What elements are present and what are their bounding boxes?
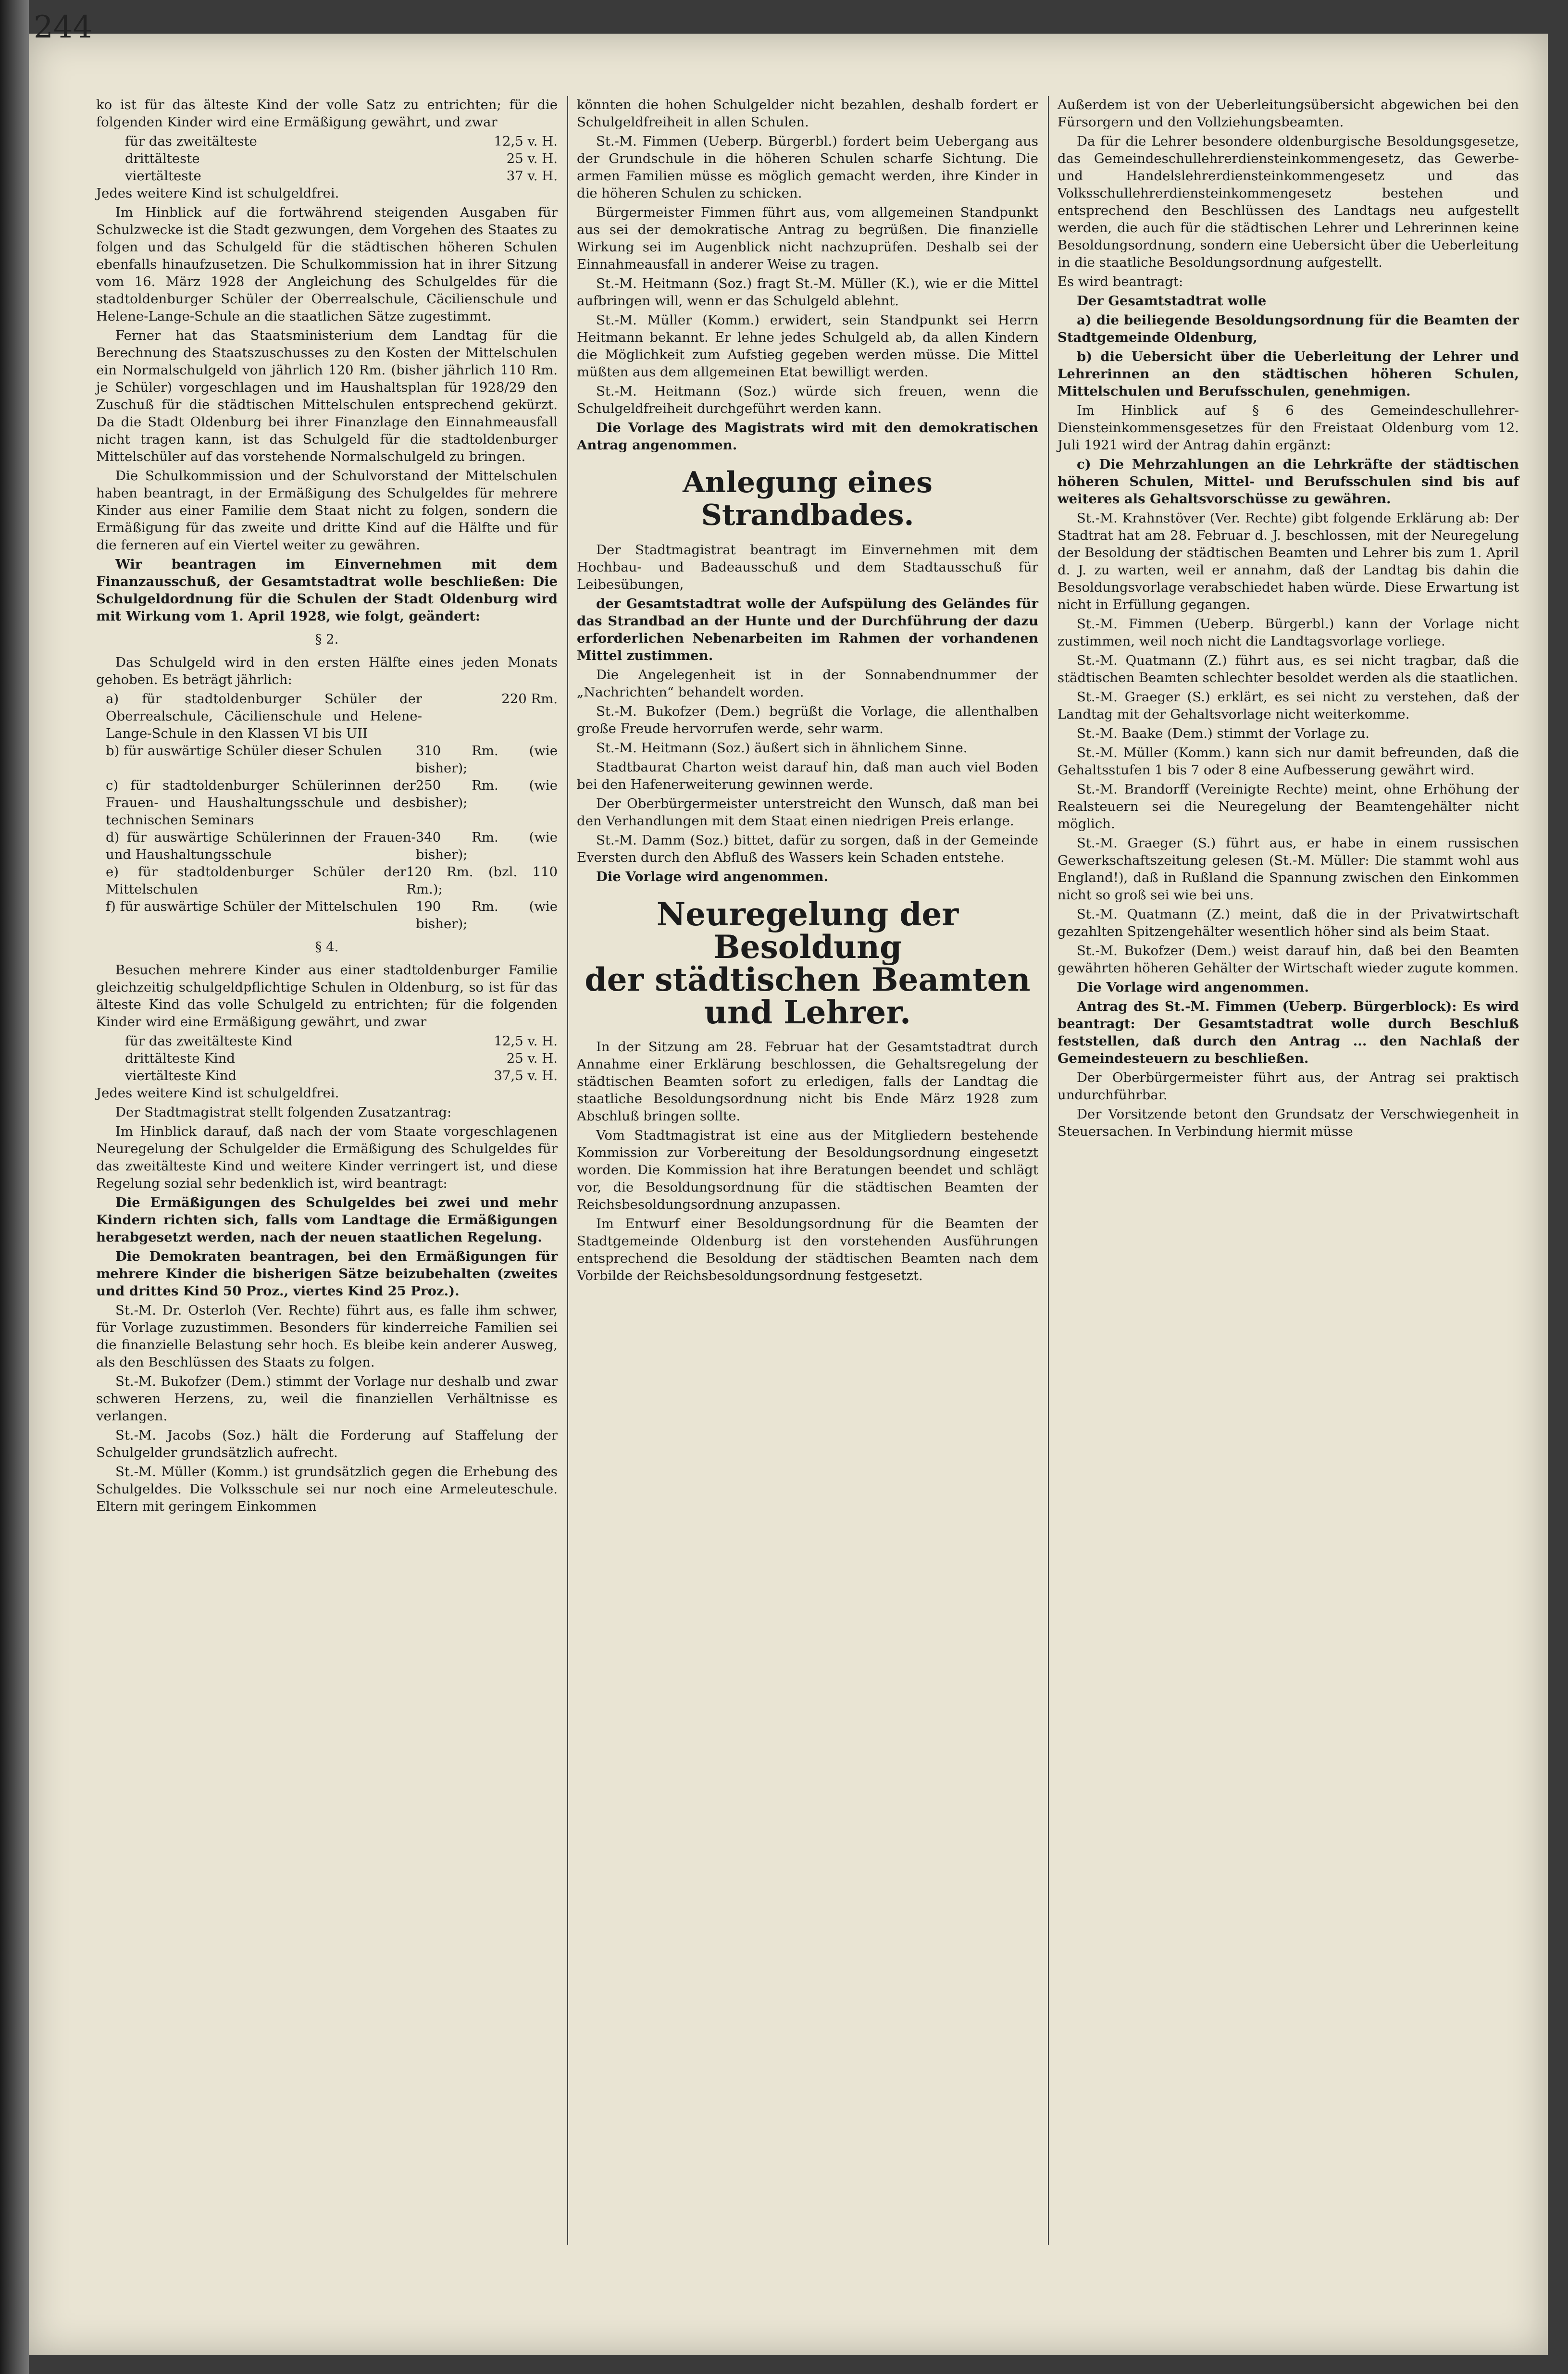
section-mark: § 4. <box>315 939 339 955</box>
paragraph: St.-M. Bukofzer (Dem.) weist darauf hin, daß bei den Beamten gewährten höheren Gehälter der Wirtschaft wieder zugute kommen. <box>1058 943 1519 976</box>
paragraph: Die Ermäßigungen des Schulgeldes bei zwei und mehr Kindern richten sich, falls vom Landtage die Ermäßigungen herabgesetzt werden, nach der neuen staatlichen Regelung. <box>96 1195 558 1245</box>
rate-row: für das zweitälteste 12,5 v. H. <box>125 134 558 149</box>
column-1 <box>96 96 558 1517</box>
paragraph: St.-M. Bukofzer (Dem.) begrüßt die Vorlage, die allenthalben große Freude hervorrufen werde, sehr warm. <box>577 704 1038 736</box>
column-3 <box>1058 96 1519 1142</box>
fee-row: a) für stadtoldenburger Schüler der Oberrealschule, Cäcilienschule und Helene-Lange-Schule in den Klassen VI bis UII 220 Rm. <box>106 691 558 741</box>
paragraph: St.-M. Müller (Komm.) erwidert, sein Standpunkt sei Herrn Heitmann bekannt. Er lehne jedes Schulgeld ab, da allen Kindern die Möglichkeit zum Aufstieg gegeben werden müsse. Die Mittel müßten aus dem allgemeinen Etat bewilligt werden. <box>577 312 1038 380</box>
paragraph: c) Die Mehrzahlungen an die Lehrkräfte der städtischen höheren Schulen, Mittel- und Berufsschulen sind bis auf weiteres als Gehaltsvorschüsse zu gewähren. <box>1058 457 1519 507</box>
paragraph: St.-M. Fimmen (Ueberp. Bürgerbl.) kann der Vorlage nicht zustimmen, weil noch nicht die Landtagsvorlage vorliege. <box>1058 616 1519 649</box>
paragraph: Der Gesamtstadtrat wolle <box>1077 293 1267 309</box>
paragraph: könnten die hohen Schulgelder nicht bezahlen, deshalb fordert er Schulgeldfreiheit in allen Schulen. <box>577 97 1038 130</box>
paragraph: Die Schulkommission und der Schulvorstand der Mittelschulen haben beantragt, in der Ermäßigung des Schulgeldes für mehrere Kinder aus einer Familie dem Staat nicht zu folgen, sondern die Ermäßigung für das zweite und dritte Kind auf die Hälfte und für die ferneren auf ein Viertel weiter zu gewähren. <box>96 468 558 553</box>
paragraph: St.-M. Heitmann (Soz.) äußert sich in ähnlichem Sinne. <box>596 740 968 756</box>
paragraph: St.-M. Quatmann (Z.) meint, daß die in der Privatwirtschaft gezahlten Spitzengehälter wesentlich höher sind als beim Staat. <box>1058 907 1519 939</box>
paragraph: Das Schulgeld wird in den ersten Hälfte eines jeden Monats gehoben. Es beträgt jährlich: <box>96 655 558 687</box>
section-mark: § 2. <box>315 632 339 647</box>
paragraph: Ferner hat das Staatsministerium dem Landtag für die Berechnung des Staatszuschusses zu den Kosten der Mittelschulen ein Normalschulgeld von jährlich 120 Rm. (bisher jährlich 110 Rm. je Schüler) vorgeschlagen und im Haushaltsplan für 1928/29 den Zuschuß für die städtischen Mittelschulen entsprechend gekürzt. Da die Stadt Oldenburg bei ihrer Finanzlage den Einnahmeausfall nicht tragen kann, ist das Schulgeld für die stadtoldenburger Mittelschüler auf das vorstehende Normalschulgeld zu bringen. <box>96 328 558 464</box>
paragraph: St.-M. Heitmann (Soz.) fragt St.-M. Müller (K.), wie er die Mittel aufbringen will, wenn er das Schulgeld ablehnt. <box>577 276 1038 309</box>
paragraph: St.-M. Graeger (S.) führt aus, er habe in einem russischen Gewerkschaftszeitung gelesen (St.-M. Müller: Die stammt wohl aus England!), daß in Rußland die Spannung zwischen den Einkommen nicht so groß sei wie bei uns. <box>1058 835 1519 903</box>
paragraph: Der Oberbürgermeister führt aus, der Antrag sei praktisch undurchführbar. <box>1058 1070 1519 1103</box>
section-heading: Neuregelung der Besoldung <box>656 895 959 966</box>
column-rule <box>567 96 568 2245</box>
fee-row: d) für auswärtige Schülerinnen der Frauen- und Haushaltungsschule 340 Rm. (wie bisher); <box>106 830 558 862</box>
paragraph: a) die beiliegende Besoldungsordnung für die Beamten der Stadtgemeinde Oldenburg, <box>1058 312 1519 345</box>
paragraph: Da für die Lehrer besondere oldenburgische Besoldungsgesetze, das Gemeindeschullehrerdiensteinkommengesetz, das Gewerbe- und Handelslehrerdiensteinkommengesetz und das Volksschullehrerdiensteinkommengesetz bestehen und entsprechend den Beschlüssen des Landtags neu aufgestellt werden, die auch für die städtischen Lehrer und Lehrerinnen keine Besoldungsordnung, sondern eine Uebersicht über die Ueberleitung in die staatliche Besoldungsordnung aufgestellt. <box>1058 134 1519 270</box>
paragraph: Der Oberbürgermeister unterstreicht den Wunsch, daß man bei den Verhandlungen mit dem Staat einen niedrigen Preis erlange. <box>577 796 1038 829</box>
rate-row: drittälteste Kind 25 v. H. <box>125 1051 558 1066</box>
rate-row: drittälteste 25 v. H. <box>125 151 558 166</box>
paragraph: St.-M. Müller (Komm.) kann sich nur damit befreunden, daß die Gehaltsstufen 1 bis 7 oder 8 eine Aufbesserung gewährt wird. <box>1058 745 1519 778</box>
paragraph: St.-M. Baake (Dem.) stimmt der Vorlage zu. <box>1077 726 1370 741</box>
paragraph: Es wird beantragt: <box>1058 274 1183 289</box>
paragraph: ko ist für das älteste Kind der volle Satz zu entrichten; für die folgenden Kinder wird eine Ermäßigung gewährt, und zwar <box>96 97 558 130</box>
fee-row: f) für auswärtige Schüler der Mittelschulen 190 Rm. (wie bisher); <box>106 899 558 932</box>
paragraph: Der Vorsitzende betont den Grundsatz der Verschwiegenheit in Steuersachen. In Verbindung hiermit müsse <box>1058 1106 1519 1139</box>
paragraph: Jedes weitere Kind ist schulgeldfrei. <box>96 1085 339 1101</box>
paragraph: St.-M. Müller (Komm.) ist grundsätzlich gegen die Erhebung des Schulgeldes. Die Volksschule sei nur noch eine Armeleuteschule. Eltern mit geringem Einkommen <box>96 1464 558 1514</box>
paragraph: St.-M. Brandorff (Vereinigte Rechte) meint, ohne Erhöhung der Realsteuern sei die Neuregelung der Beamtengehälter nicht möglich. <box>1058 782 1519 832</box>
fee-row: c) für stadtoldenburger Schülerinnen der Frauen- und Haushaltungsschule und des technischen Seminars 250 Rm. (wie bisher); <box>106 778 558 828</box>
paragraph: St.-M. Heitmann (Soz.) würde sich freuen, wenn die Schulgeldfreiheit durchgeführt werden kann. <box>577 384 1038 416</box>
paragraph: St.-M. Krahnstöver (Ver. Rechte) gibt folgende Erklärung ab: Der Stadtrat hat am 28. Februar d. J. beschlossen, mit der Neuregelung der Besoldung der städtischen Beamten und Lehrer bis zum 1. April d. J. zu warten, weil er annahm, daß der Landtag bis dahin die Besoldungsvorlage verabschiedet haben würde. Diese Erwartung ist nicht in Erfüllung gegangen. <box>1058 510 1519 612</box>
column-rule <box>1048 96 1049 2245</box>
paragraph: Vom Stadtmagistrat ist eine aus der Mitgliedern bestehende Kommission zur Vorbereitung der Besoldungsordnung eingesetzt worden. Die Kommission hat ihre Beratungen beendet und schlägt vor, die Besoldungsordnung für die städtischen Beamten der Reichsbesoldungsordnung anzupassen. <box>577 1128 1038 1212</box>
paragraph: St.-M. Bukofzer (Dem.) stimmt der Vorlage nur deshalb und zwar schweren Herzens, zu, weil die finanziellen Verhältnisse es verlangen. <box>96 1374 558 1424</box>
paragraph: Die Vorlage wird angenommen. <box>1077 980 1309 995</box>
paragraph: Die Vorlage wird angenommen. <box>596 869 829 884</box>
paragraph: Außerdem ist von der Ueberleitungsübersicht abgewichen bei den Fürsorgern und den Vollziehungsbeamten. <box>1058 97 1519 130</box>
paragraph: Im Entwurf einer Besoldungsordnung für die Beamten der Stadtgemeinde Oldenburg ist den vorstehenden Ausführungen entsprechend die Besoldung der städtischen Beamten nach dem Vorbilde der Reichsbesoldungsordnung festgesetzt. <box>577 1216 1038 1283</box>
paragraph: Die Demokraten beantragen, bei den Ermäßigungen für mehrere Kinder die bisherigen Sätze beizubehalten (zweites und drittes Kind 50 Proz., viertes Kind 25 Proz.). <box>96 1249 558 1299</box>
fee-row: e) für stadtoldenburger Schüler der Mittelschulen 120 Rm. (bzl. 110 Rm.); <box>106 864 558 897</box>
paragraph: Stadtbaurat Charton weist darauf hin, daß man auch viel Boden bei den Hafenerweiterung gewinnen werde. <box>577 759 1038 792</box>
column-2 <box>577 96 1038 1286</box>
paragraph: Jedes weitere Kind ist schulgeldfrei. <box>96 186 339 201</box>
page-number: 244 <box>34 10 93 45</box>
paragraph: Im Hinblick darauf, daß nach der vom Staate vorgeschlagenen Neuregelung der Schulgelder die Ermäßigung des Schulgeldes für das zweitälteste Kind und weitere Kinder verringert ist, und diese Regelung sozial sehr bedenklich ist, wird beantragt: <box>96 1124 558 1191</box>
section-heading: Anlegung eines Strandbades. <box>683 466 933 532</box>
paragraph: Die Angelegenheit ist in der Sonnabendnummer der „Nachrichten“ behandelt worden. <box>577 667 1038 700</box>
paragraph: Der Stadtmagistrat stellt folgenden Zusatzantrag: <box>115 1105 452 1120</box>
paragraph: Im Hinblick auf § 6 des Gemeindeschullehrer-Diensteinkommensgesetzes für den Freistaat Oldenburg vom 12. Juli 1921 wird der Antrag dahin ergänzt: <box>1058 403 1519 453</box>
section-heading: der städtischen Beamten und Lehrer. <box>585 961 1031 1031</box>
paragraph: Bürgermeister Fimmen führt aus, vom allgemeinen Standpunkt aus sei der demokratische Antrag zu begrüßen. Die finanzielle Wirkung sei im Augenblick nicht nachzuprüfen. Deshalb sei der Einnahmeausfall in anderer Weise zu tragen. <box>577 205 1038 272</box>
paragraph: Antrag des St.-M. Fimmen (Ueberp. Bürgerblock): Es wird beantragt: Der Gesamtstadtrat wolle durch Beschluß feststellen, daß durch den Antrag ... den Nachlaß der Gemeindesteuern zu beschließen. <box>1058 999 1519 1066</box>
paragraph: St.-M. Graeger (S.) erklärt, es sei nicht zu verstehen, daß der Landtag mit der Gehaltsvorlage nicht weiterkomme. <box>1058 689 1519 722</box>
fee-row: b) für auswärtige Schüler dieser Schulen 310 Rm. (wie bisher); <box>106 743 558 776</box>
book-binding <box>0 0 29 2374</box>
paragraph: Der Stadtmagistrat beantragt im Einvernehmen mit dem Hochbau- und Badeausschuß und dem Stadtausschuß für Leibesübungen, <box>577 542 1038 592</box>
paragraph: In der Sitzung am 28. Februar hat der Gesamtstadtrat durch Annahme einer Erklärung beschlossen, die Gehaltsregelung der städtischen Beamten sofort zu erledigen, falls der Landtag die staatliche Besoldungsordnung nicht bis Ende März 1928 zum Abschluß bringen sollte. <box>577 1039 1038 1124</box>
paragraph: b) die Uebersicht über die Ueberleitung der Lehrer und Lehrerinnen an den städtischen höheren Schulen, Mittelschulen und Berufsschulen, genehmigen. <box>1058 349 1519 399</box>
paragraph: Im Hinblick auf die fortwährend steigenden Ausgaben für Schulzwecke ist die Stadt gezwungen, dem Vorgehen des Staates zu folgen und das Schulgeld für die städtischen höheren Schulen ebenfalls hinaufzusetzen. Die Schulkommission hat in ihrer Sitzung vom 16. März 1928 der Angleichung des Schulgeldes für die stadtoldenburger Schüler der Oberrealschule, Cäcilienschule und Helene-Lange-Schule an die staatlichen Sätze zugestimmt. <box>96 205 558 324</box>
rate-row: viertälteste 37 v. H. <box>125 168 558 184</box>
rate-row: viertälteste Kind 37,5 v. H. <box>125 1068 558 1083</box>
paragraph: Wir beantragen im Einvernehmen mit dem Finanzausschuß, der Gesamtstadtrat wolle beschließen: Die Schulgeldordnung für die Schulen der Stadt Oldenburg wird mit Wirkung vom 1. April 1928, wie folgt, geändert: <box>96 557 558 624</box>
paragraph: St.-M. Quatmann (Z.) führt aus, es sei nicht tragbar, daß die städtischen Beamten schlechter besoldet werden als die staatlichen. <box>1058 653 1519 685</box>
paragraph: St.-M. Dr. Osterloh (Ver. Rechte) führt aus, es falle ihm schwer, für Vorlage zuzustimmen. Besonders für kinderreiche Familien sei die finanzielle Belastung sehr hoch. Es bleibe kein anderer Ausweg, als den Beschlüssen des Staats zu folgen. <box>96 1303 558 1370</box>
paragraph: St.-M. Damm (Soz.) bittet, dafür zu sorgen, daß in der Gemeinde Eversten durch den Abfluß des Wassers kein Schaden entstehe. <box>577 833 1038 865</box>
paragraph: St.-M. Fimmen (Ueberp. Bürgerbl.) fordert beim Uebergang aus der Grundschule in die höheren Schulen scharfe Sichtung. Die armen Familien müsse es möglich gemacht werden, ihre Kinder in die höheren Schulen zu schicken. <box>577 134 1038 201</box>
paragraph: der Gesamtstadtrat wolle der Aufspülung des Geländes für das Strandbad an der Hunte und der Durchführung der dazu erforderlichen Nebenarbeiten im Rahmen der vorhandenen Mittel zustimmen. <box>577 596 1038 663</box>
paragraph: St.-M. Jacobs (Soz.) hält die Forderung auf Staffelung der Schulgelder grundsätzlich aufrecht. <box>96 1428 558 1460</box>
paragraph: Besuchen mehrere Kinder aus einer stadtoldenburger Familie gleichzeitig schulgeldpflichtige Schulen in Oldenburg, so ist für das älteste Kind das volle Schulgeld zu entrichten; für die folgenden Kinder wird eine Ermäßigung gewährt, und zwar <box>96 962 558 1030</box>
rate-row: für das zweitälteste Kind 12,5 v. H. <box>125 1033 558 1049</box>
paragraph: Die Vorlage des Magistrats wird mit den demokratischen Antrag angenommen. <box>577 420 1038 453</box>
